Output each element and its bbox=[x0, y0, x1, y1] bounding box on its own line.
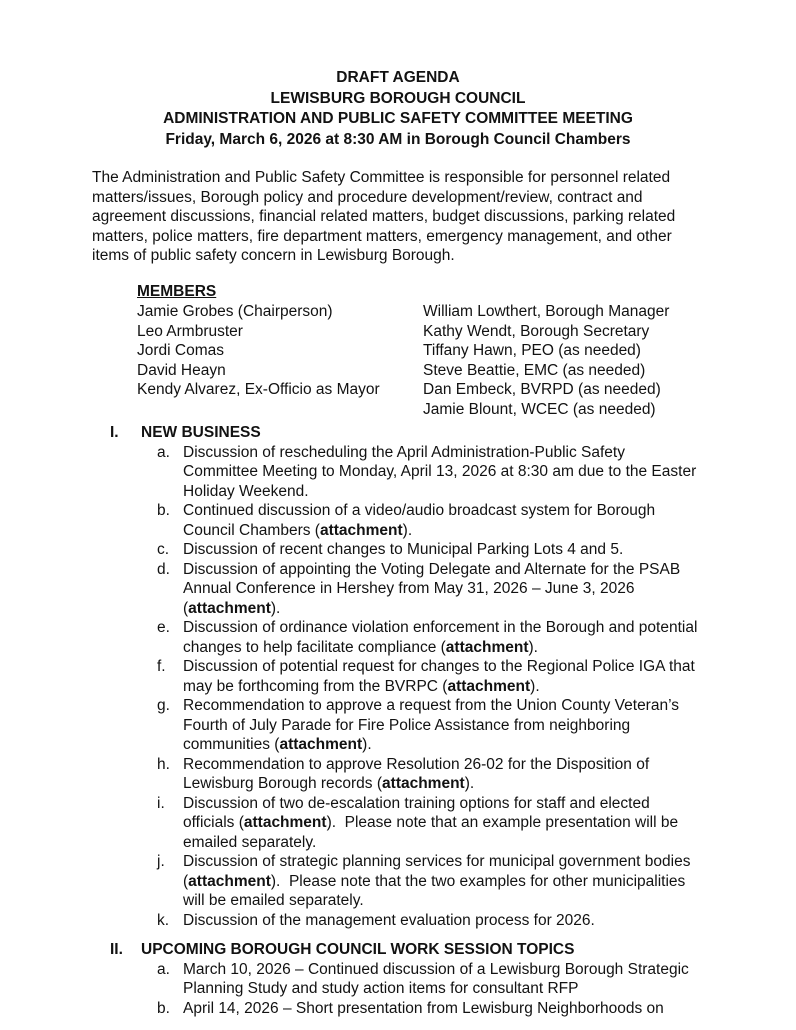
bold-emphasis: attachment bbox=[188, 872, 271, 890]
agenda-item-text: Discussion of appointing the Voting Delegate and Alternate for the PSAB Annual Conference in Hershey from May 31, 2026 – June 3, 2026 (attachment). bbox=[183, 560, 684, 617]
agenda-item-text: Discussion of recent changes to Municipal Parking Lots 4 and 5. bbox=[183, 541, 624, 558]
member-name: Kendy Alvarez, Ex-Officio as Mayor bbox=[137, 381, 380, 398]
agenda-item bbox=[157, 852, 704, 911]
title-line-council: LEWISBURG BOROUGH COUNCIL bbox=[270, 89, 526, 107]
agenda-item-letter: d. bbox=[157, 560, 170, 578]
agenda-item bbox=[157, 501, 704, 540]
section-numeral: I. bbox=[110, 424, 119, 441]
agenda-item bbox=[157, 560, 704, 619]
agenda-section bbox=[92, 940, 704, 1018]
agenda-item-letter: i. bbox=[157, 794, 165, 812]
agenda-item bbox=[157, 657, 704, 696]
section-heading-row bbox=[110, 940, 704, 960]
section-heading-row bbox=[110, 423, 704, 443]
agenda-item-letter: b. bbox=[157, 999, 170, 1017]
bold-emphasis: attachment bbox=[279, 736, 363, 753]
member-name: Leo Armbruster bbox=[137, 322, 243, 340]
section-title: UPCOMING BOROUGH COUNCIL WORK SESSION TOPICS bbox=[141, 941, 575, 958]
agenda-item bbox=[157, 755, 704, 794]
members-column-left bbox=[137, 302, 423, 419]
bold-emphasis: attachment bbox=[188, 599, 271, 617]
agenda-item-text: Continued discussion of a video/audio broadcast system for Borough Council Chambers (attachment). bbox=[183, 502, 660, 539]
agenda-item-text: April 14, 2026 – Short presentation from Lewisburg Neighborhoods on bbox=[183, 999, 664, 1017]
bold-emphasis: attachment bbox=[319, 521, 403, 539]
agenda-item bbox=[157, 911, 704, 931]
agenda-item-text: Discussion of rescheduling the April Administration-Public Safety Committee Meeting to Monday, April 13, 2026 at 8:30 am due to the Easter Holiday Weekend. bbox=[183, 443, 701, 500]
agenda-item-letter: b. bbox=[157, 502, 170, 519]
members-heading: MEMBERS bbox=[137, 282, 217, 300]
member-name: Kathy Wendt, Borough Secretary bbox=[423, 322, 650, 340]
agenda-item bbox=[157, 794, 704, 853]
agenda-item-letter: c. bbox=[157, 541, 170, 558]
agenda-item-text: Discussion of ordinance violation enforcement in the Borough and potential changes to help facilitate compliance (attachment). bbox=[183, 619, 702, 656]
agenda-item-letter: k. bbox=[157, 911, 170, 929]
agenda-item bbox=[157, 999, 704, 1019]
agenda-section bbox=[92, 423, 704, 930]
member-name: Dan Embeck, BVRPD (as needed) bbox=[423, 381, 661, 398]
agenda-item-text: Discussion of the management evaluation process for 2026. bbox=[183, 911, 595, 929]
agenda-item-text: Discussion of potential request for changes to the Regional Police IGA that may be forthcoming from the BVRPC (attachment). bbox=[183, 658, 700, 695]
agenda-item-text: Discussion of strategic planning services for municipal government bodies (attachment). Please note that the two examples for other municipalities will be emailed separately. bbox=[183, 853, 695, 909]
agenda-item-text: Discussion of two de-escalation training options for staff and elected officials (attachment). Please note that an example presentation will be emailed separately. bbox=[183, 794, 683, 851]
section-title: NEW BUSINESS bbox=[141, 424, 261, 441]
member-name: William Lowthert, Borough Manager bbox=[423, 303, 670, 320]
agenda-item bbox=[157, 618, 704, 657]
agenda-item-letter: g. bbox=[157, 697, 170, 714]
section-numeral: II. bbox=[110, 941, 123, 958]
agenda-item bbox=[157, 540, 704, 560]
bold-emphasis: attachment bbox=[447, 677, 531, 695]
agenda-item-letter: e. bbox=[157, 619, 170, 636]
bold-emphasis: attachment bbox=[445, 638, 529, 656]
document-title-block bbox=[92, 68, 704, 150]
agenda-item-letter: f. bbox=[157, 658, 166, 675]
member-name: Jamie Blount, WCEC (as needed) bbox=[423, 400, 656, 418]
agenda-sections bbox=[92, 423, 704, 1018]
intro-paragraph: The Administration and Public Safety Committee is responsible for personnel related matters/issues, Borough policy and procedure development/review, contract and agreement discussions, financial related matters, budget discussions, parking related matters, police matters, fire department matters, emergency management, and other items of public safety concern in Lewisburg Borough. bbox=[92, 169, 676, 264]
agenda-item bbox=[157, 960, 704, 999]
title-line-datetime: Friday, March 6, 2026 at 8:30 AM in Borough Council Chambers bbox=[165, 130, 631, 148]
agenda-item-letter: j. bbox=[157, 853, 165, 870]
members-section bbox=[137, 282, 704, 420]
agenda-item-letter: a. bbox=[157, 960, 170, 978]
agenda-item-text: March 10, 2026 – Continued discussion of a Lewisburg Borough Strategic Planning Study and study action items for consultant RFP bbox=[183, 960, 694, 997]
bold-emphasis: attachment bbox=[382, 775, 465, 792]
title-line-committee: ADMINISTRATION AND PUBLIC SAFETY COMMITTEE MEETING bbox=[163, 110, 633, 127]
member-name: Jordi Comas bbox=[137, 342, 224, 359]
agenda-item bbox=[157, 696, 704, 755]
agenda-item-text: Recommendation to approve Resolution 26-02 for the Disposition of Lewisburg Borough records (attachment). bbox=[183, 755, 654, 792]
agenda-item-letter: a. bbox=[157, 443, 170, 461]
members-column-right bbox=[423, 302, 669, 419]
agenda-item bbox=[157, 443, 704, 502]
agenda-item-text: Recommendation to approve a request from the Union County Veteran’s Fourth of July Parade for Fire Police Assistance from neighboring communities (attachment). bbox=[183, 697, 684, 753]
member-name: Steve Beattie, EMC (as needed) bbox=[423, 361, 646, 379]
agenda-item-letter: h. bbox=[157, 755, 170, 773]
member-name: David Heayn bbox=[137, 361, 226, 379]
title-line-draft-agenda: DRAFT AGENDA bbox=[336, 69, 460, 86]
member-name: Jamie Grobes (Chairperson) bbox=[137, 303, 333, 320]
member-name: Tiffany Hawn, PEO (as needed) bbox=[423, 342, 641, 359]
members-columns bbox=[137, 302, 704, 419]
bold-emphasis: attachment bbox=[243, 814, 327, 831]
